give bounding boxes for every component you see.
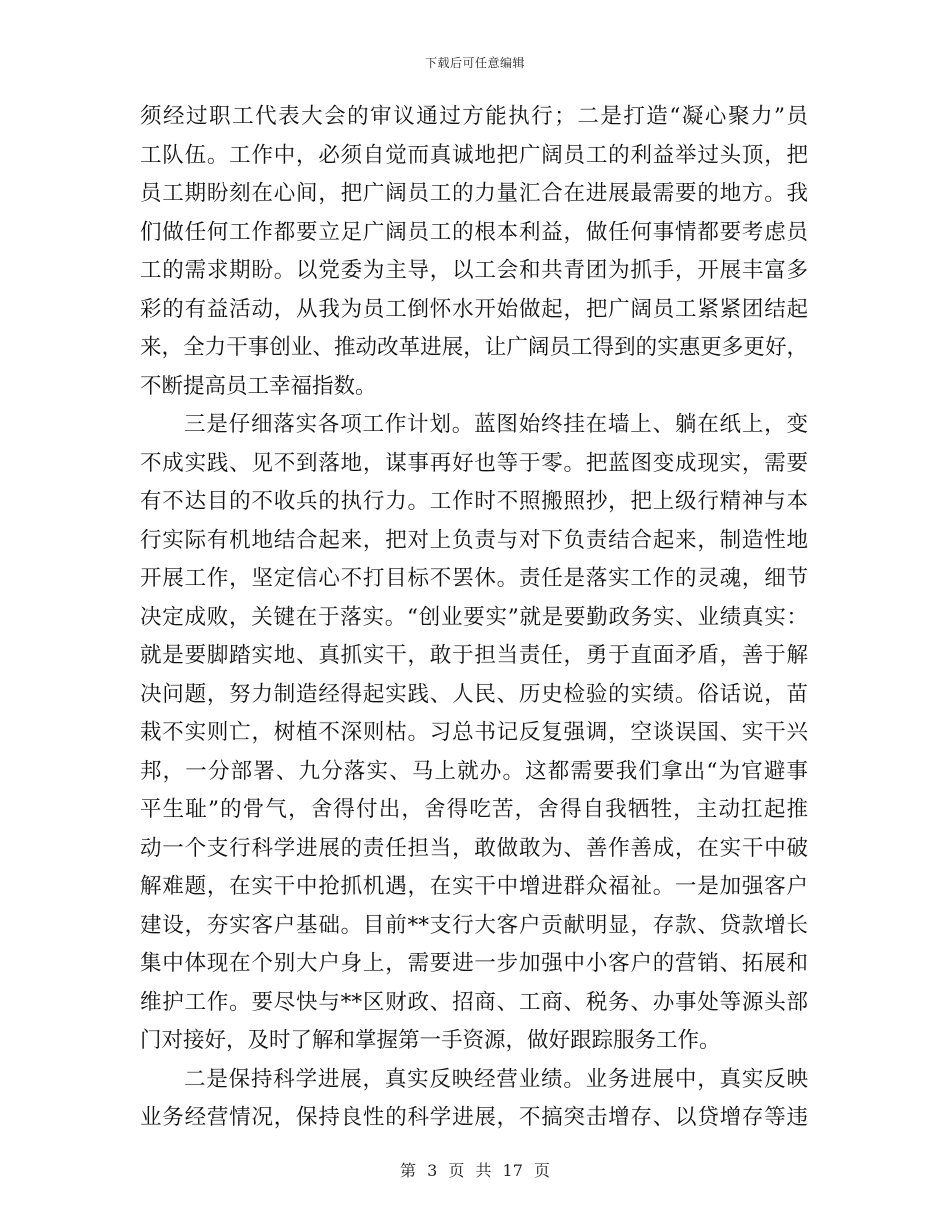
text-line: 行实际有机地结合起来，把对上负责与对下负责结合起来，制造性地 bbox=[140, 527, 808, 553]
text-line: 们做任何工作都要立足广阔员工的根本利益，做任何事情都要考虑员 bbox=[140, 219, 808, 245]
text-line: 集中体现在个别大户身上，需要进一步加强中小客户的营销、拓展和 bbox=[140, 951, 808, 976]
text-line: 三是仔细落实各项工作计划。蓝图始终挂在墙上、躺在纸上，变 bbox=[184, 412, 808, 437]
text-line: 彩的有益活动，从我为员工倒怀水开始做起，把广阔员工紧紧团结起 bbox=[140, 296, 808, 322]
text-line: 建设，夯实客户基础。目前**支行大客户贡献明显，存款、贷款增长 bbox=[140, 912, 808, 938]
text-line: 就是要脚踏实地、真抓实干，敢于担当责任，勇于直面矛盾，善于解 bbox=[140, 643, 808, 668]
text-line: 解难题，在实干中抢抓机遇，在实干中增进群众福祉。一是加强客户 bbox=[140, 874, 808, 899]
page-number: 第 3 页 共 17 页 bbox=[400, 1161, 550, 1180]
text-line: 二是保持科学进展，真实反映经营业绩。业务进展中，真实反映 bbox=[184, 1066, 808, 1092]
paragraph bbox=[140, 1061, 808, 1138]
document-body bbox=[140, 98, 808, 1138]
paragraph bbox=[140, 406, 808, 1061]
text-line: 动一个支行科学进展的责任担当，敢做敢为、善作善成，在实干中破 bbox=[140, 835, 808, 861]
text-line: 平生耻”的骨气，舍得付出，舍得吃苦，舍得自我牺牲，主动扛起推 bbox=[140, 797, 808, 822]
text-line: 须经过职工代表大会的审议通过方能执行；二是打造“凝心聚力”员 bbox=[140, 104, 808, 129]
paragraph bbox=[140, 98, 808, 406]
text-line: 业务经营情况，保持良性的科学进展，不搞突击增存、以贷增存等违 bbox=[140, 1105, 808, 1130]
page-header: 下载后可任意编辑 bbox=[424, 56, 525, 70]
text-line: 来，全力干事创业、推动改革进展，让广阔员工得到的实惠更多更好， bbox=[140, 335, 808, 360]
text-line: 工的需求期盼。以党委为主导，以工会和共青团为抓手，开展丰富多 bbox=[140, 258, 808, 283]
text-line: 员工期盼刻在心间，把广阔员工的力量汇合在进展最需要的地方。我 bbox=[140, 181, 808, 206]
text-line: 开展工作，坚定信心不打目标不罢休。责任是落实工作的灵魂，细节 bbox=[140, 566, 808, 591]
text-line: 栽不实则亡，树植不深则枯。习总书记反复强调，空谈误国、实干兴 bbox=[140, 720, 808, 745]
text-line: 决定成败，关键在于落实。“创业要实”就是要勤政务实、业绩真实： bbox=[140, 604, 808, 630]
text-line: 有不达目的不收兵的执行力。工作时不照搬照抄，把上级行精神与本 bbox=[140, 489, 808, 514]
text-line: 不断提高员工幸福指数。 bbox=[140, 373, 377, 399]
text-line: 邦，一分部署、九分落实、马上就办。这都需要我们拿出“为官避事 bbox=[140, 758, 808, 784]
text-line: 不成实践、见不到落地，谋事再好也等于零。把蓝图变成现实，需要 bbox=[140, 450, 808, 476]
text-line: 维护工作。要尽快与**区财政、招商、工商、税务、办事处等源头部 bbox=[140, 989, 808, 1015]
text-line: 决问题，努力制造经得起实践、人民、历史检验的实绩。俗话说，苗 bbox=[140, 681, 808, 707]
text-line: 工队伍。工作中，必须自觉而真诚地把广阔员工的利益举过头顶，把 bbox=[140, 142, 808, 168]
text-line: 门对接好，及时了解和掌握第一手资源，做好跟踪服务工作。 bbox=[140, 1028, 721, 1053]
